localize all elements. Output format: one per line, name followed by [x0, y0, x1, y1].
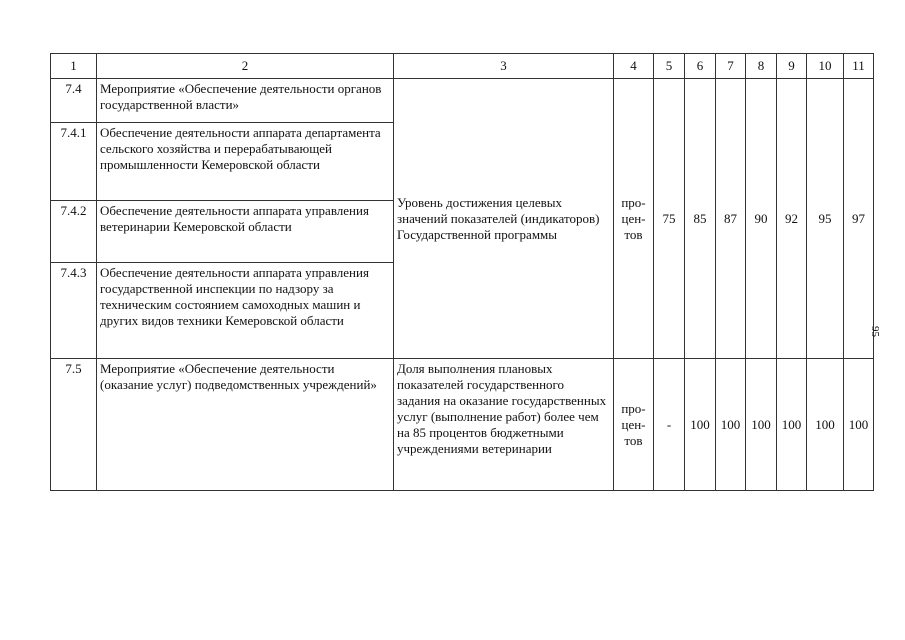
value-cell: 100: [685, 359, 716, 491]
unit-cell: про- цен- тов: [614, 359, 654, 491]
value-cell: 100: [716, 359, 746, 491]
header-cell: 6: [685, 54, 716, 79]
header-cell: 1: [51, 54, 97, 79]
data-table: [50, 53, 874, 491]
value-cell: 100: [746, 359, 777, 491]
row-name: Обеспечение деятельности аппарата управления государственной инспекции по надзору за техническим состоянием самоходных машин и других видов техники Кемеровской области: [97, 263, 394, 359]
value-cell: 95: [807, 79, 844, 359]
header-cell: 11: [844, 54, 874, 79]
value-cell: 100: [844, 359, 874, 491]
value-cell: 100: [777, 359, 807, 491]
table-row: [51, 79, 874, 123]
header-cell: 4: [614, 54, 654, 79]
row-number: 7.4.3: [51, 263, 97, 359]
value-cell: -: [654, 359, 685, 491]
value-cell: 92: [777, 79, 807, 359]
header-cell: 3: [394, 54, 614, 79]
header-cell: 10: [807, 54, 844, 79]
row-name: Обеспечение деятельности аппарата департамента сельского хозяйства и перерабатывающей промышленности Кемеровской области: [97, 123, 394, 201]
page-number: 95: [869, 326, 881, 337]
row-number: 7.4.2: [51, 201, 97, 263]
header-cell: 9: [777, 54, 807, 79]
value-cell: 90: [746, 79, 777, 359]
row-number: 7.4: [51, 79, 97, 123]
indicator-cell: Доля выполнения плановых показателей государственного задания на оказание государственных услуг (выполнение работ) более чем на 85 процентов бюджетными учреждениями ветеринарии: [394, 359, 614, 491]
indicator-cell: Уровень достижения целевых значений показателей (индикаторов) Государственной программы: [394, 79, 614, 359]
row-number: 7.4.1: [51, 123, 97, 201]
row-name: Обеспечение деятельности аппарата управления ветеринарии Кемеровской области: [97, 201, 394, 263]
header-cell: 7: [716, 54, 746, 79]
row-name: Мероприятие «Обеспечение деятельности органов государственной власти»: [97, 79, 394, 123]
table-row: [51, 359, 874, 491]
unit-cell: про- цен- тов: [614, 79, 654, 359]
value-cell: 85: [685, 79, 716, 359]
row-number: 7.5: [51, 359, 97, 491]
value-cell: 97: [844, 79, 874, 359]
header-cell: 8: [746, 54, 777, 79]
value-cell: 100: [807, 359, 844, 491]
row-name: Мероприятие «Обеспечение деятельности (оказание услуг) подведомственных учреждений»: [97, 359, 394, 491]
header-row: [51, 54, 874, 79]
header-cell: 2: [97, 54, 394, 79]
value-cell: 87: [716, 79, 746, 359]
value-cell: 75: [654, 79, 685, 359]
header-cell: 5: [654, 54, 685, 79]
